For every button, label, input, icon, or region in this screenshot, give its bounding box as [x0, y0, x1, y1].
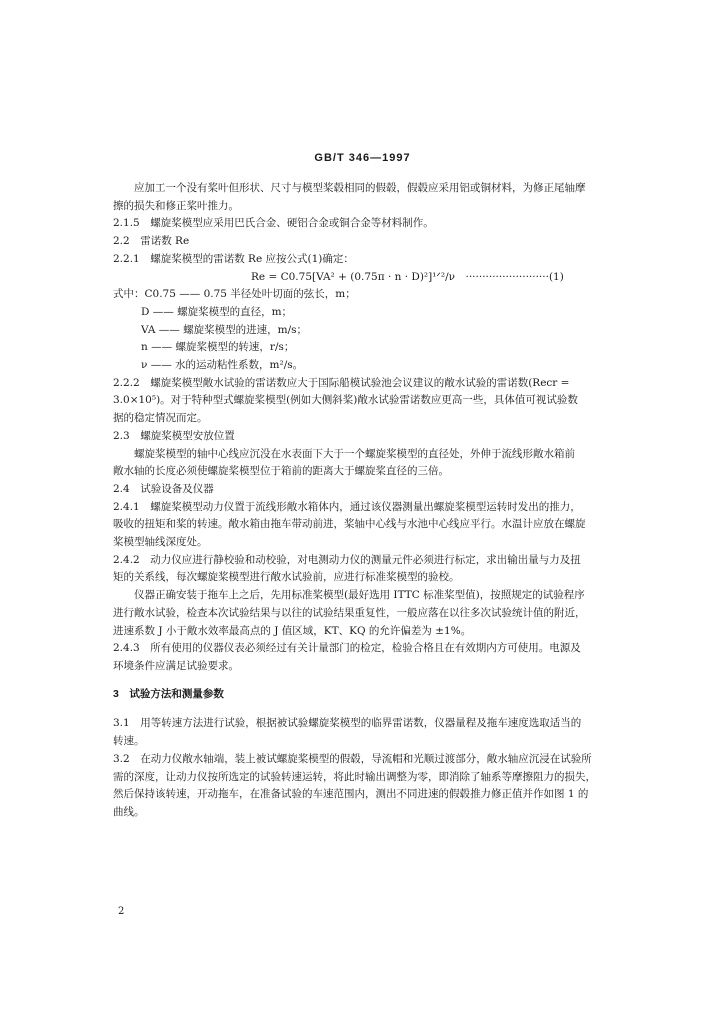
definition-nu: ν —— 水的运动粘性系数，m²/s。: [141, 359, 304, 372]
standard-header: GB/T 346—1997: [314, 152, 411, 164]
clause-3-1: 3.1 用等转速方法进行试验，根据被试验螺旋桨模型的临界雷诺数，仪器量程及拖车速度选取适当的: [113, 717, 582, 730]
body-paragraph: 吸收的扭矩和桨的转速。敞水箱由拖车带动前进，桨轴中心线与水池中心线应平行。水温计应放在螺旋: [113, 518, 586, 531]
body-paragraph: 桨模型轴线深度处。: [113, 536, 208, 549]
definition-va: VA —— 螺旋桨模型的进速，m/s；: [141, 323, 308, 336]
body-paragraph: 擦的损失和修正桨叶推力。: [113, 199, 239, 212]
body-paragraph: 进行敞水试验，检查本次试验结果与以往的试验结果重复性，一般应落在以往多次试验统计值的附近，: [113, 606, 586, 619]
clause-2-2-heading: 2.2 雷诺数 Re: [113, 235, 190, 248]
clause-2-4-3: 2.4.3 所有使用的仪器仪表必须经过有关计量部门的检定，检验合格且在有效期内方可使用。电源及: [113, 642, 581, 655]
body-paragraph: 仪器正确安装于拖车上之后，先用标准桨模型(最好选用 ITTC 标准桨型值)，按照规定的试验程序: [134, 589, 585, 602]
page-number: 2: [118, 906, 125, 917]
body-paragraph: 3.0×10⁵)。对于特种型式螺旋桨模型(例如大侧斜桨)敞水试验雷诺数应更高一些，具体值可视试验数: [113, 394, 578, 407]
body-paragraph: 曲线。: [113, 805, 145, 818]
body-paragraph: 环境条件应满足试验要求。: [113, 659, 239, 672]
body-paragraph: 据的稳定情况而定。: [113, 412, 208, 425]
body-paragraph: 螺旋桨模型的轴中心线应沉没在水表面下大于一个螺旋桨模型的直径处，外伸于流线形敞水箱前: [134, 447, 575, 460]
body-paragraph: 需的深度，让动力仪按所选定的试验转速运转，将此时输出调整为零，即消除了轴系等摩擦阻力的损失，: [113, 770, 596, 783]
section-3-title: 3 试验方法和测量参数: [113, 687, 224, 700]
clause-2-4-2: 2.4.2 动力仪应进行静校验和动校验，对电测动力仪的测量元件必须进行标定，求出输出量与力及扭: [113, 553, 581, 566]
definition-n: n —— 螺旋桨模型的转速，r/s；: [141, 341, 295, 354]
definition-c075: 式中：C0.75 —— 0.75 半径处叶切面的弦长，m；: [113, 288, 356, 301]
clause-3-2: 3.2 在动力仪敞水轴端，装上被试螺旋桨模型的假毂，导流帽和光顺过渡部分，敞水轴应沉浸在试验所: [113, 752, 592, 765]
body-paragraph: 应加工一个没有桨叶但形状、尺寸与模型桨毂相同的假毂，假毂应采用铝或铜材料，为修正尾轴摩: [134, 182, 586, 194]
clause-2-3-heading: 2.3 螺旋桨模型安放位置: [113, 429, 235, 442]
clause-2-2-2: 2.2.2 螺旋桨模型敞水试验的雷诺数应大于国际船模试验池会议建议的敞水试验的雷诺数(Recr =: [113, 376, 570, 389]
body-paragraph: 进速系数 J 小于敞水效率最高点的 J 值区域，KT、KQ 的允许偏差为 ±1%。: [113, 624, 472, 637]
body-paragraph: 敞水轴的长度必须使螺旋桨模型位于箱前的距离大于螺旋桨直径的三倍。: [113, 465, 449, 478]
clause-2-4-heading: 2.4 试验设备及仪器: [113, 482, 214, 495]
document-body: [113, 180, 603, 822]
formula-1: Re = C0.75[VA² + (0.75π · n · D)²]¹ᐟ²/ν ·························(1): [251, 270, 564, 283]
clause-2-2-1: 2.2.1 螺旋桨模型的雷诺数 Re 应按公式(1)确定：: [113, 252, 354, 265]
body-paragraph: 矩的关系线，每次螺旋桨模型进行敞水试验前，应进行标准桨模型的验校。: [113, 571, 460, 584]
definition-d: D —— 螺旋桨模型的直径，m；: [141, 305, 293, 318]
clause-2-1-5: 2.1.5 螺旋桨模型应采用巴氏合金、硬铝合金或铜合金等材料制作。: [113, 217, 434, 230]
body-paragraph: 然后保持该转速，开动拖车，在准备试验的车速范围内，测出不同进速的假毂推力修正值并作如图 1 的: [113, 788, 589, 801]
body-paragraph: 转速。: [113, 735, 145, 748]
clause-2-4-1: 2.4.1 螺旋桨模型动力仪置于流线形敞水箱体内，通过该仪器测量出螺旋桨模型运转时发出的推力，: [113, 500, 581, 513]
